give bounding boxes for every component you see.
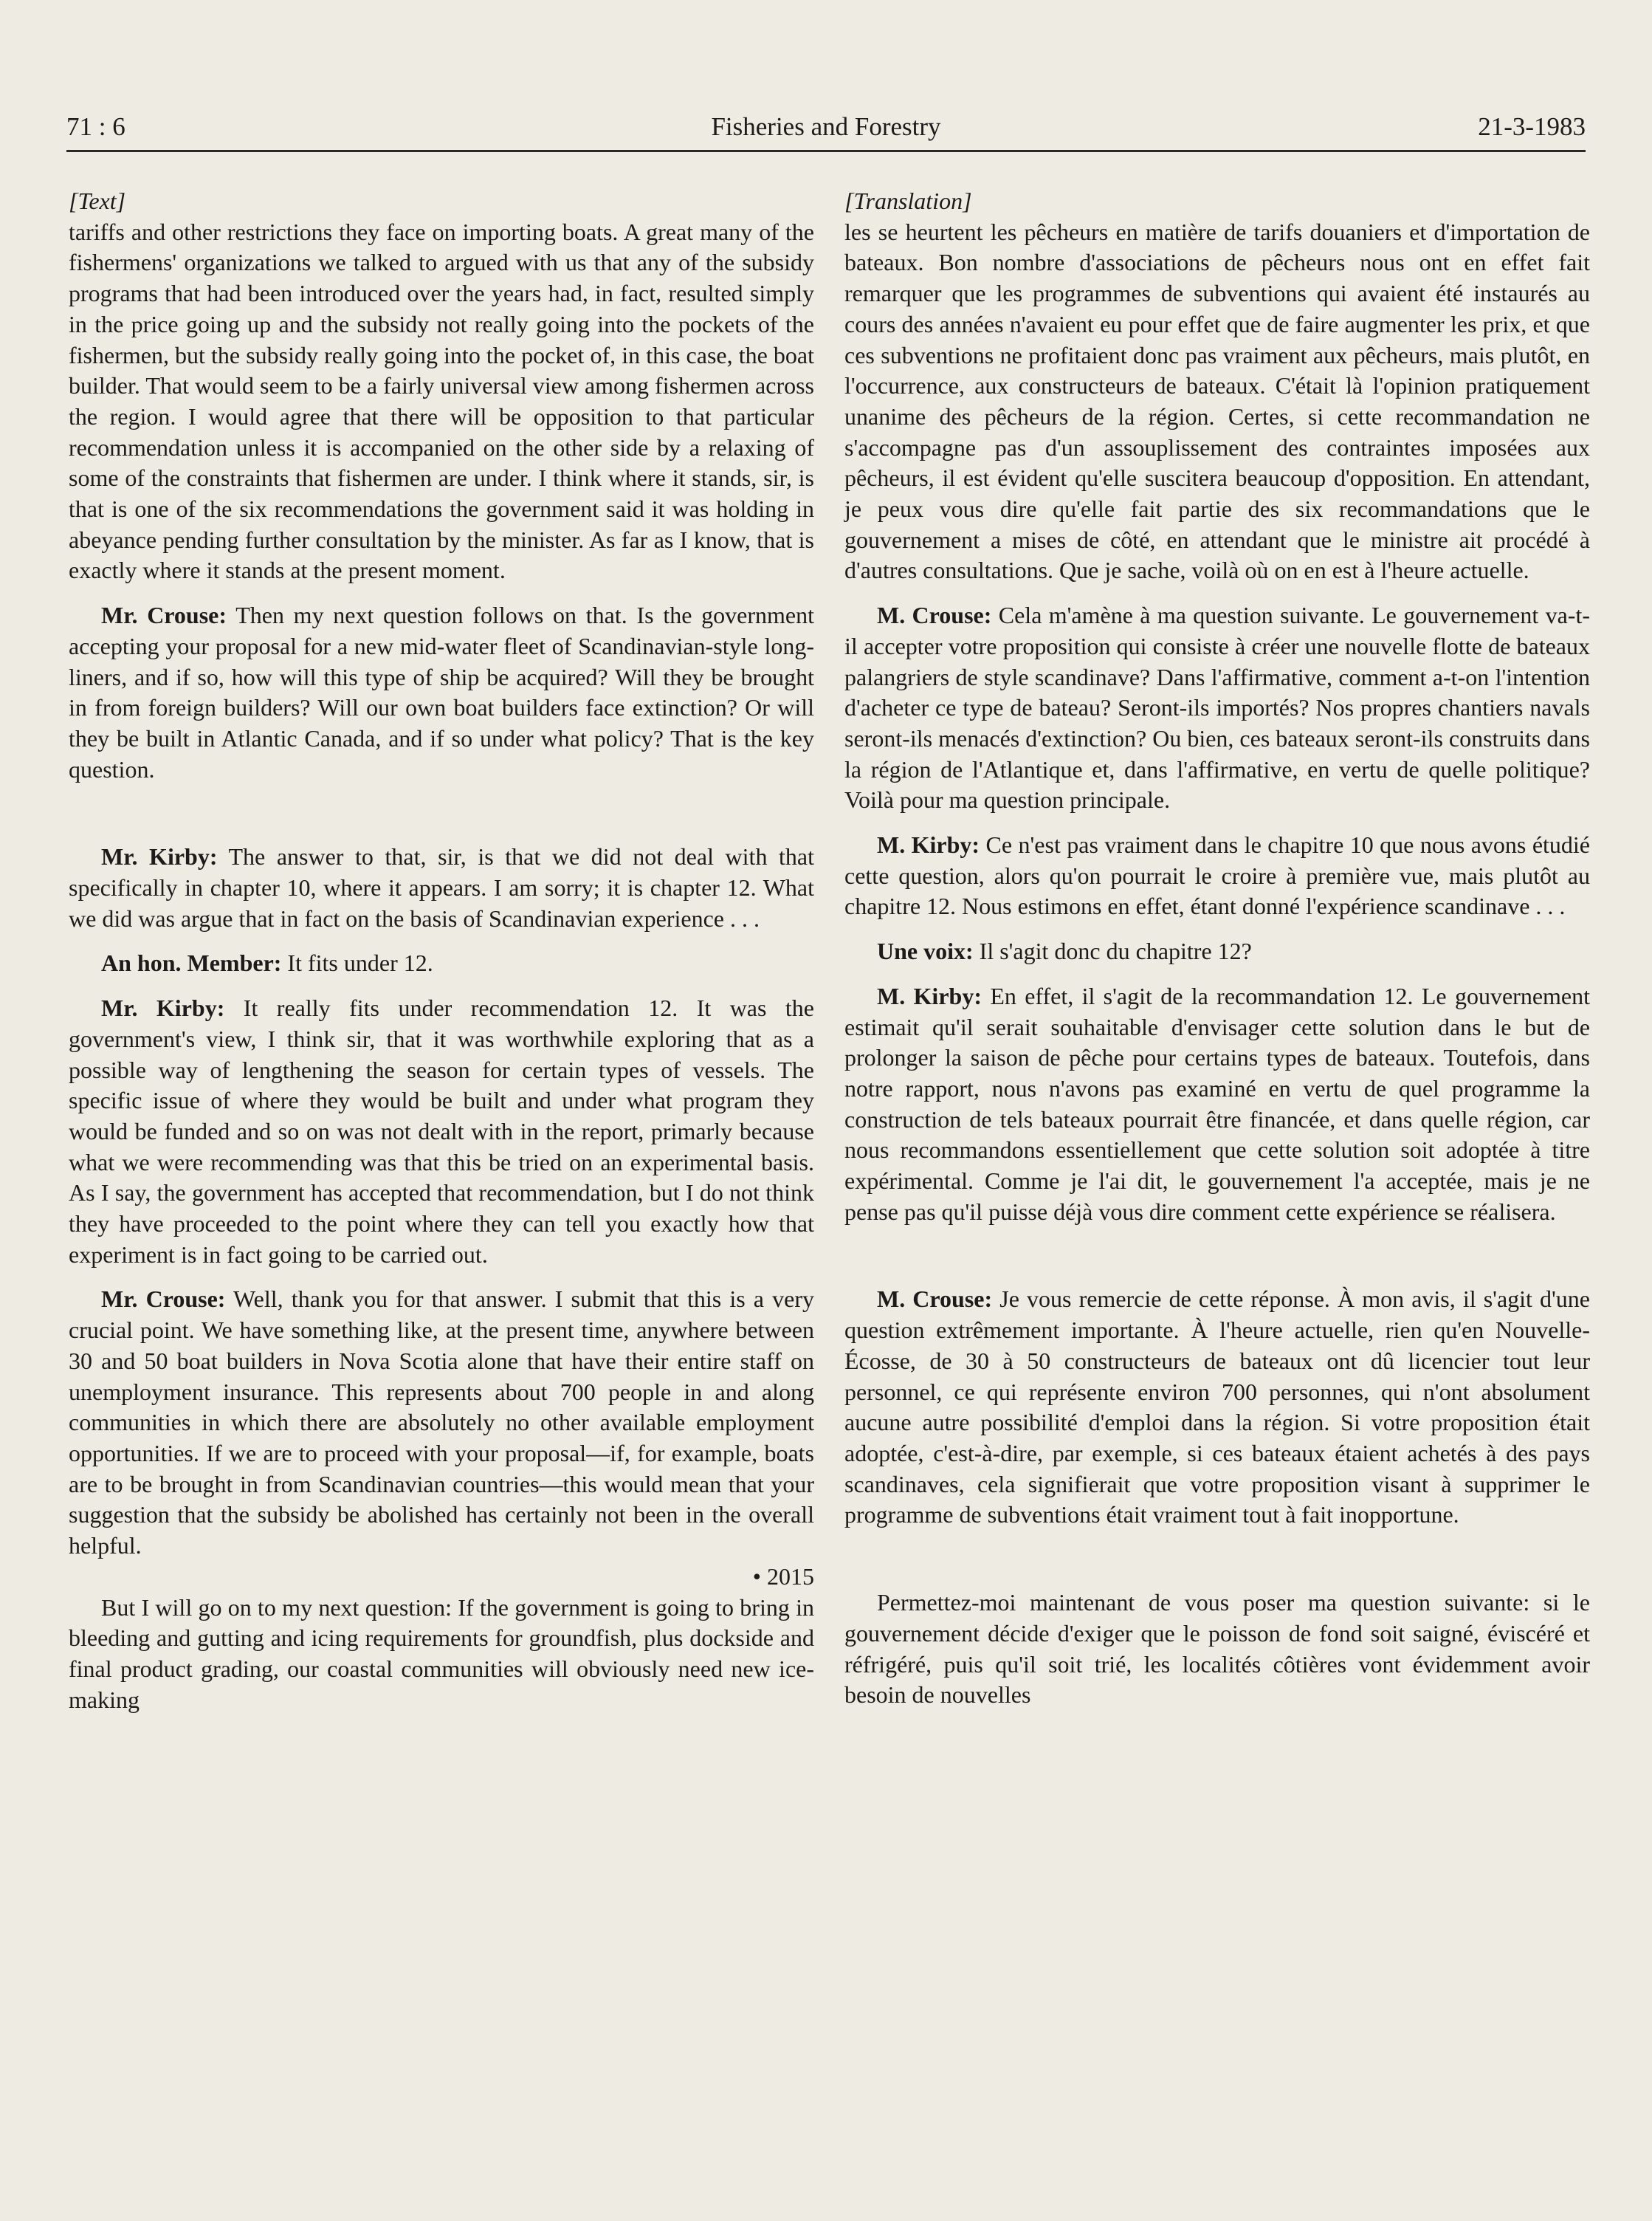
paragraph [69,1284,814,1561]
page-reference: 71 : 6 [66,112,125,141]
spacer [69,785,814,842]
publication-title: Fisheries and Forestry [711,112,941,141]
paragraph [844,981,1590,1228]
speaker-name: Mr. Crouse: [101,1285,226,1313]
french-column [844,186,1590,1711]
speech-text: Je vous remercie de cette réponse. À mon avis, il s'agit d'une question extrêmement importante. À l'heure actuelle, rien qu'en Nouvelle-Écosse, de 30 à 50 constructeurs de bateaux ont dû licencier tout leur personnel, ce qui représente environ 700 personnes, qui n'ont absolument aucune autre possibilité d'emploi dans la région. Si votre proposition était adoptée, c'est-à-dire, par exemple, si ces bateaux étaient achetés à des pays scandinaves, cela signifierait que votre proposition visant à supprimer le programme de subventions était vraiment tout à fait inopportune. [844,1285,1591,1528]
speech-text: Then my next question follows on that. Is the government accepting your proposal for a new mid-water fleet of Scandinavian-style long-liners, and if so, how will this type of ship be acquired? Will they be brought in from foreign builders? Will our own boat builders face extinction? Or will they be built in Atlantic Canada, and if so under what policy? That is the key question. [69,602,815,783]
text-label: [Text] [69,188,126,214]
speech-text: Ce n'est pas vraiment dans le chapitre 10 que nous avons étudié cette question, alors qu'on pourrait le croire à première vue, mais plutôt au chapitre 12. Nous estimons en effet, étant donné l'expérience scandinave . . . [844,831,1591,920]
english-column [69,186,814,1715]
page-date: 21-3-1983 [1478,112,1586,141]
speaker-name: Mr. Crouse: [101,602,227,629]
speaker-name: M. Kirby: [877,982,982,1009]
paragraph [69,600,814,785]
speech-text: Il s'agit donc du chapitre 12? [973,938,1252,965]
header-rule [66,150,1586,152]
speech-text: Well, thank you for that answer. I submit that this is a very crucial point. We have something like, at the present time, anywhere between 30 and 50 boat builders in Nova Scotia alone that have their entire staff on unemployment insurance. This represents about 700 people in and along communities in which there are absolutely no other available employment opportunities. If we are to proceed with your proposal—if, for example, boats are to be brought in from Scandinavian countries—this would mean that your suggestion that the subsidy be abolished has certainly not been in the overall helpful. [69,1285,815,1559]
paragraph [69,993,814,1270]
paragraph [69,842,814,934]
speech-text: The answer to that, sir, is that we did not deal with that specifically in chapter 10, where it appears. I am sorry; it is chapter 12. What we did was argue that in fact on the basis of Scandinavian experience . . . [69,843,815,932]
speaker-name: An hon. Member: [101,950,282,977]
spacer [844,1227,1590,1284]
speech-text: En effet, il s'agit de la recommandation 12. Le gouvernement estimait qu'il serait souhaitable d'envisager cette solution dans le but de prolonger la saison de pêche pour certains types de bateaux. Toutefois, dans notre rapport, nous n'avons pas examiné en vertu de quel programme la construction de tels bateaux pourrait être financée, et dans quelle région, car nous recommandons essentiellement que cette solution soit adoptée à titre expérimental. Comme je l'ai dit, le gouvernement l'a acceptée, mais je ne pense pas qu'il puisse déjà vous dire comment cette expérience se réalisera. [844,982,1591,1225]
speech-text: It really fits under recommendation 12. It was the government's view, I think sir, that it was worthwhile exploring that as a possible way of lengthening the season for certain types of vessels. The specific issue of where they would be built and under what program they would be funded and so on was not dealt with in the report, primarly because what we were recommending was that this be tried on an experimental basis. As I say, the government has accepted that recommendation, but I do not think they have proceeded to the point where they can tell you exactly how that experiment is in fact going to be carried out. [69,995,815,1268]
paragraph: tariffs and other restrictions they face on importing boats. A great many of the fishermens' organizations we talked to argued with us that any of the subsidy programs that had been introduced over the years had, in fact, resulted simply in the price going up and the subsidy not really going into the pockets of the fishermen, but the subsidy really going into the pocket of, in this case, the boat builder. That would seem to be a fairly universal view among fishermen across the region. I would agree that there will be opposition to that particular recommendation unless it is accompanied on the other side by a relaxing of some of the constraints that fishermen are under. I think where it stands, sir, is that is one of the six recommendations the government said it was holding in abeyance pending further consultation by the minister. As far as I know, that is exactly where it stands at the present moment. [69,218,814,584]
paragraph: les se heurtent les pêcheurs en matière de tarifs douaniers et d'importation de bateaux. Bon nombre d'associations de pêcheurs nous ont en effet fait remarquer que les programmes de subventions qui avaient été instaurés au cours des années n'avaient eu pour effet que de faire augmenter les prix, et que ces subventions ne profitaient donc pas vraiment aux pêcheurs, mais plutôt, en l'occurrence, aux constructeurs de bateaux. C'était là l'opinion pratiquement unanime des pêcheurs de la région. Certes, si cette recommandation ne s'accompagne pas d'un assouplissement des contraintes imposées aux pêcheurs, il est évident qu'elle suscitera beaucoup d'opposition. En attendant, je peux vous dire qu'elle fait partie des six recommandations que le gouvernement a mises de côté, en attendant que le ministre ait procédé à d'autres consultations. Que je sache, voilà où on en est à l'heure actuelle. [844,218,1590,584]
speaker-name: Mr. Kirby: [101,995,225,1022]
time-marker: • 2015 [752,1562,814,1590]
speaker-name: Une voix: [877,938,974,965]
speaker-name: M. Crouse: [877,602,992,629]
speaker-name: M. Kirby: [877,831,980,859]
page-header [66,111,1586,152]
speaker-name: Mr. Kirby: [101,843,218,871]
speech-text: Cela m'amène à ma question suivante. Le gouvernement va-t-il accepter votre proposition qui consiste à créer une nouvelle flotte de bateaux palangriers de style scandinave? Dans l'affirmative, comment a-t-on l'intention d'acheter ce type de bateau? Seront-ils importés? Nos propres chantiers navals seront-ils menacés d'extinction? Ou bien, ces bateaux seront-ils construits dans la région de l'Atlantique et, dans l'affirmative, en vertu de quelle politique? Voilà pour ma question principale. [844,602,1591,814]
speech-text: It fits under 12. [281,950,433,977]
spacer [844,1531,1590,1587]
paragraph [844,1284,1590,1531]
paragraph [844,936,1590,967]
translation-label: [Translation] [844,188,972,214]
paragraph [844,600,1590,816]
paragraph: But I will go on to my next question: If the government is going to bring in bleeding and gutting and icing requirements for groundfish, plus dockside and final product grading, our coastal communities will obviously need new ice-making [69,1593,814,1713]
paragraph [844,830,1590,922]
paragraph: Permettez-moi maintenant de vous poser ma question suivante: si le gouvernement décide d'exiger que le poisson de fond soit saigné, éviscéré et réfrigéré, puis qu'il soit trié, les localités côtières vont évidemment avoir besoin de nouvelles [844,1589,1590,1709]
paragraph [69,948,814,979]
speaker-name: M. Crouse: [877,1285,993,1313]
